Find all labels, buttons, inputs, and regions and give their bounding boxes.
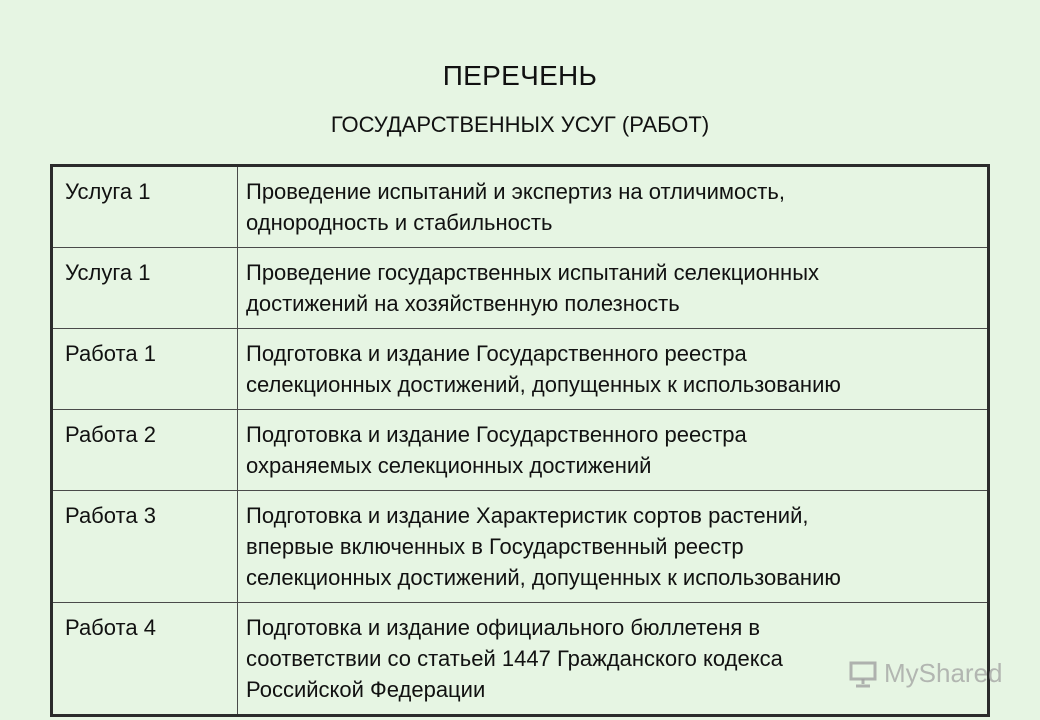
description-line: Проведение государственных испытаний селекционных [246, 260, 820, 285]
description-line: Проведение испытаний и экспертиз на отличимость, [246, 179, 785, 204]
row-description [238, 491, 989, 603]
description-line: селекционных достижений, допущенных к использованию [246, 372, 841, 397]
description-line: однородность и стабильность [246, 210, 553, 235]
page-subtitle: ГОСУДАРСТВЕННЫХ УСУГ (РАБОТ) [330, 112, 710, 137]
table-row [52, 491, 989, 603]
description-line: Подготовка и издание Государственного реестра [246, 422, 747, 447]
table-row [52, 329, 989, 410]
description-line: соответствии со статьей 1447 Гражданского кодекса [246, 646, 783, 671]
description-line: Подготовка и издание Характеристик сортов растений, [246, 503, 809, 528]
watermark-text: MyShared [884, 658, 1003, 688]
description-line: Подготовка и издание официального бюллетеня в [246, 615, 761, 640]
title-text: ПЕРЕЧЕНЬ [442, 60, 598, 91]
services-table [50, 164, 990, 717]
row-kind: Работа 1 [52, 329, 238, 410]
row-description [238, 166, 989, 248]
description-line: Российской Федерации [246, 677, 486, 702]
description-line: селекционных достижений, допущенных к использованию [246, 565, 841, 590]
description-line: впервые включенных в Государственный реестр [246, 534, 744, 559]
description-line: охраняемых селекционных достижений [246, 453, 652, 478]
row-kind: Работа 3 [52, 491, 238, 603]
description-line: Подготовка и издание Государственного реестра [246, 341, 747, 366]
table-row [52, 166, 989, 248]
description-line: достижений на хозяйственную полезность [246, 291, 680, 316]
row-kind: Работа 4 [52, 603, 238, 716]
watermark [848, 658, 1003, 689]
page-title [0, 60, 1040, 92]
row-description [238, 248, 989, 329]
row-kind: Работа 2 [52, 410, 238, 491]
row-description [238, 410, 989, 491]
row-description [238, 329, 989, 410]
table-row [52, 248, 989, 329]
row-kind: Услуга 1 [52, 166, 238, 248]
row-kind: Услуга 1 [52, 248, 238, 329]
presentation-board-icon [848, 660, 878, 688]
table-row [52, 410, 989, 491]
